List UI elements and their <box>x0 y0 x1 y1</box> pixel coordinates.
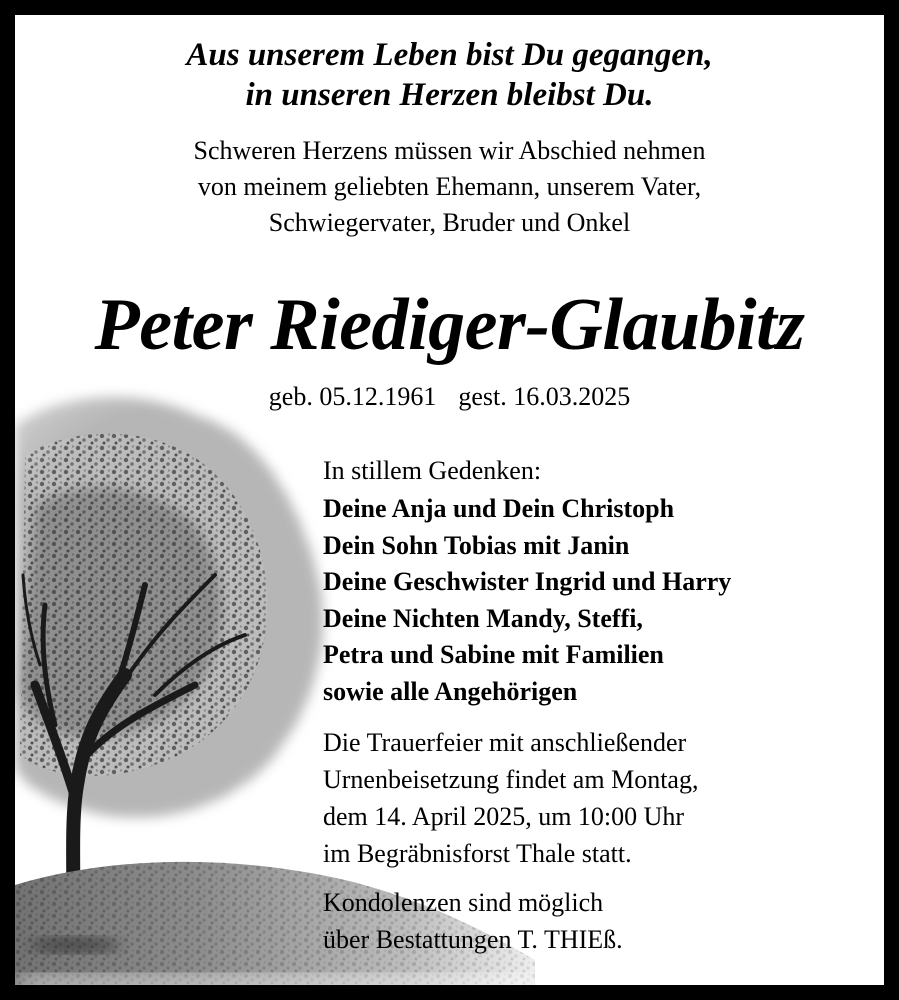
death-date: gest. 16.03.2025 <box>458 382 631 411</box>
service-line: Urnenbeisetzung findet am Montag, <box>323 765 699 794</box>
service-info <box>323 724 878 872</box>
text-column <box>323 453 878 958</box>
life-dates <box>15 379 884 415</box>
remembrance-heading: In stillem Gedenken: <box>323 456 542 485</box>
motto-line: in unseren Herzen bleibst Du. <box>245 77 654 113</box>
condolence-line: Kondolenzen sind möglich <box>323 888 604 917</box>
intro-line: Schwiegervater, Bruder und Onkel <box>268 208 631 237</box>
mourner-line: Deine Anja und Dein Christoph <box>323 494 675 523</box>
motto-line: Aus unserem Leben bist Du gegangen, <box>186 37 713 73</box>
condolence-info <box>323 884 878 958</box>
condolence-line: über Bestattungen T. THIEß. <box>323 925 623 954</box>
service-line: im Begräbnisforst Thale statt. <box>323 839 632 868</box>
mourner-line: Dein Sohn Tobias mit Janin <box>323 530 630 560</box>
mourner-line: Petra und Sabine mit Familien <box>323 640 664 669</box>
mourner-line: Deine Nichten Mandy, Steffi, <box>323 603 643 633</box>
intro-line: von meinem geliebten Ehemann, unserem Vater, <box>197 172 702 201</box>
mourners-list <box>323 491 878 710</box>
service-line: dem 14. April 2025, um 10:00 Uhr <box>323 802 685 831</box>
motto <box>15 35 884 115</box>
birth-date: geb. 05.12.1961 <box>268 382 437 411</box>
deceased-name: Peter Riediger-Glaubitz <box>94 284 805 366</box>
mourner-line: sowie alle Angehörigen <box>323 676 578 706</box>
intro-line: Schweren Herzens müssen wir Abschied nehmen <box>193 136 706 165</box>
service-line: Die Trauerfeier mit anschließender <box>323 728 687 757</box>
intro-text <box>15 133 884 241</box>
mourner-line: Deine Geschwister Ingrid und Harry <box>323 567 732 596</box>
